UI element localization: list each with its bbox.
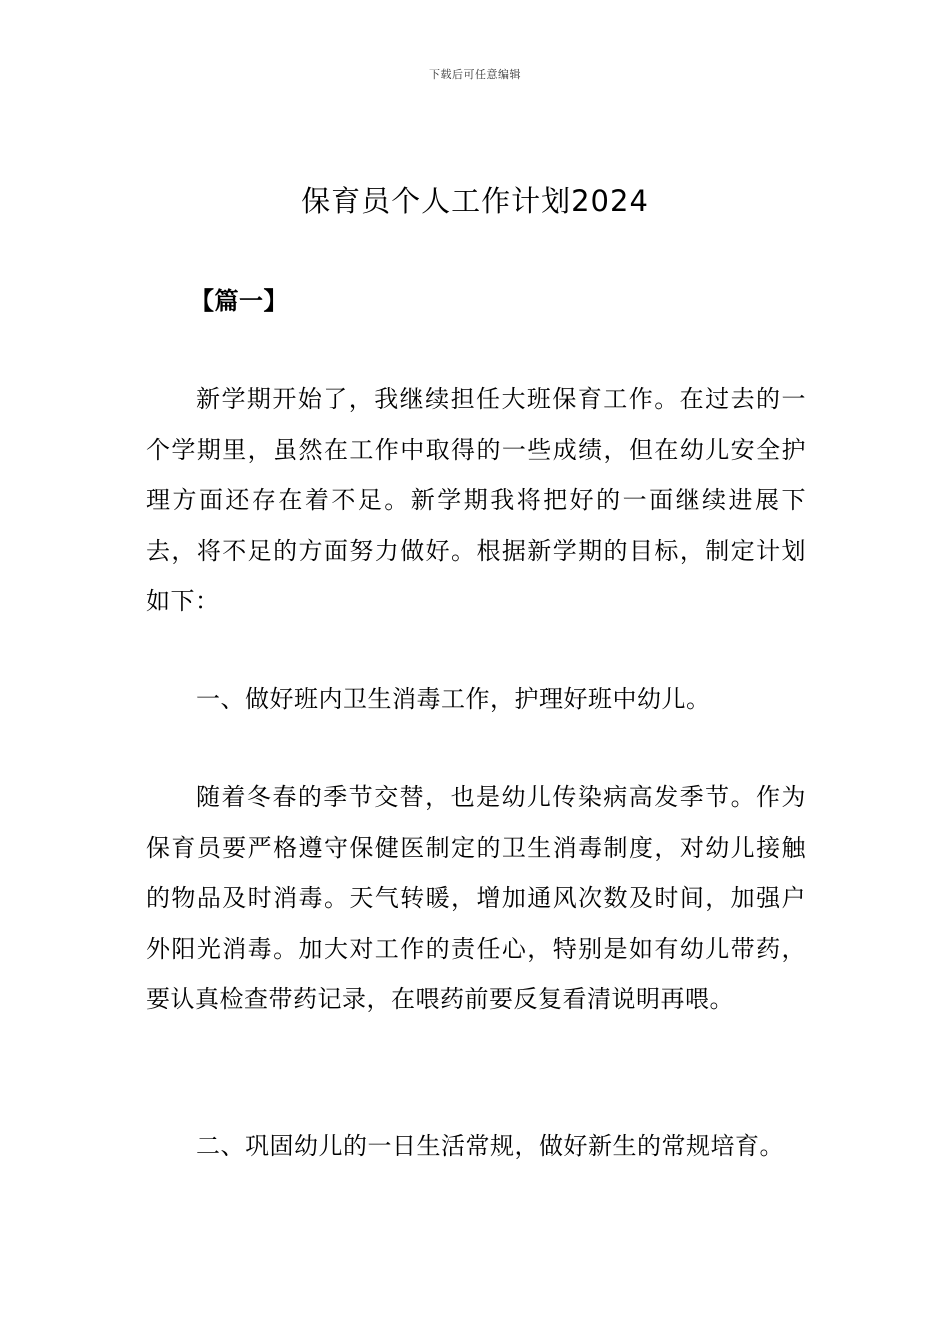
item-heading-1: 一、做好班内卫生消毒工作，护理好班中幼儿。 xyxy=(196,685,711,713)
item-paragraph-1: 随着冬春的季节交替，也是幼儿传染病高发季节。作为保育员要严格遵守保健医制定的卫生消毒制度，对幼儿接触的物品及时消毒。天气转暖，增加通风次数及时间，加强户外阳光消毒。加大对工作的责任心，特别是如有幼儿带药，要认真检查带药记录，在喂药前要反复看清说明再喂。 xyxy=(146,783,806,1013)
intro-paragraph: 新学期开始了，我继续担任大班保育工作。在过去的一个学期里，虽然在工作中取得的一些成绩，但在幼儿安全护理方面还存在着不足。新学期我将把好的一面继续进展下去，将不足的方面努力做好。根据新学期的目标，制定计划如下： xyxy=(146,385,806,615)
item-heading-2: 二、巩固幼儿的一日生活常规，做好新生的常规培育。 xyxy=(196,1132,784,1160)
header-note: 下载后可任意编辑 xyxy=(429,68,521,81)
section-label: 【篇一】 xyxy=(190,286,288,315)
document-title: 保育员个人工作计划2024 xyxy=(301,184,649,218)
